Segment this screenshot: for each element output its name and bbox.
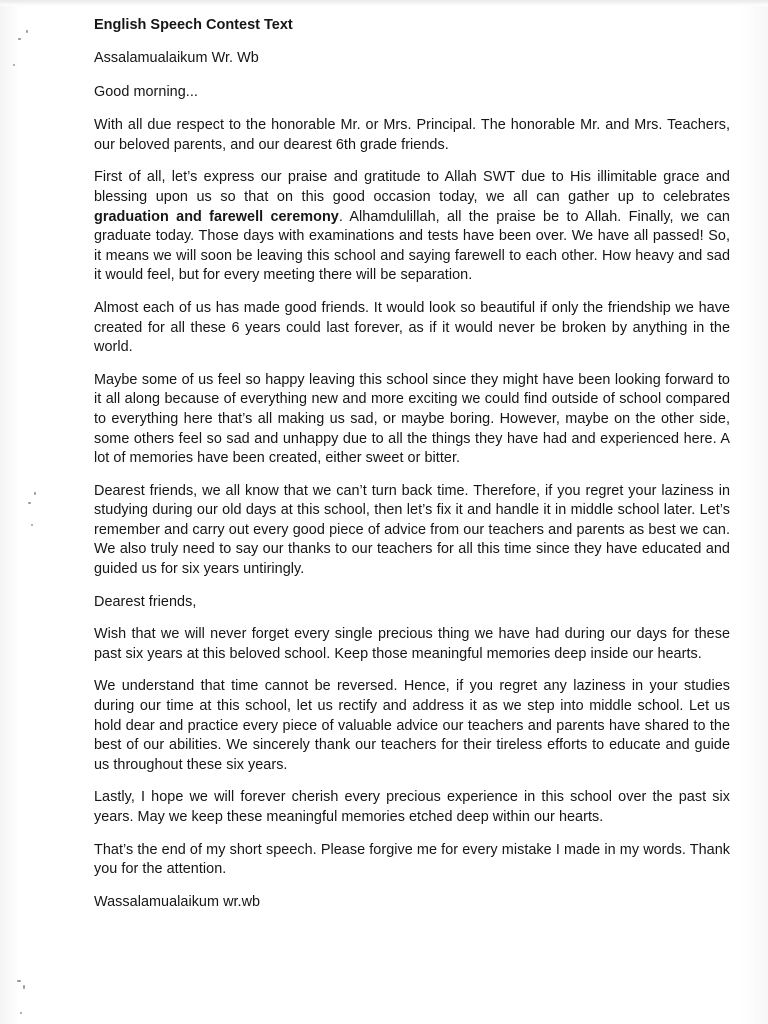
paragraph-lastly: Lastly, I hope we will forever cherish every precious experience in this school over the past six years. May we keep these meaningful memories etched deep within our hearts.: [94, 789, 730, 825]
praise-text-end: . Alhamdulillah, all the praise be to Allah. Finally, we can graduate today. Those days with examinations and tests have been over. We have all passed! So, it means we will soon be leaving this school and saying farewell to each other. How heavy and sad it would feel, but for every meeting there will be separation.: [94, 208, 730, 284]
scan-speck: [26, 30, 28, 33]
scan-top-edge: [0, 0, 768, 6]
greeting: Assalamualaikum Wr. Wb: [94, 50, 259, 66]
scan-speck: [13, 64, 15, 66]
paragraph-friends: Almost each of us has made good friends. It would look so beautiful if only the friendship we have created for all these 6 years could last forever, as if it would never be broken by anything in the world.: [94, 299, 730, 356]
praise-bold-phrase: graduation and farewell ceremony: [94, 208, 339, 225]
paragraph-wish: Wish that we will never forget every single precious thing we have had during our days for these past six years at this beloved school. Keep those meaningful memories deep inside our hearts.: [94, 626, 730, 662]
document-title: English Speech Contest Text: [94, 17, 293, 33]
scan-speck: [31, 524, 33, 526]
speech-text: [94, 16, 730, 925]
scan-speck: [28, 502, 31, 504]
paragraph-happy: Maybe some of us feel so happy leaving this school since they might have been looking forward to it all along because of everything new and more exciting we could find outside of school compared to everything here that’s all making us sad, or maybe boring. However, maybe on the other side, some others feel so sad and unhappy due to all the things they have had and experienced here. A lot of memories have been created, either sweet or bitter.: [94, 371, 730, 467]
scan-speck: [23, 985, 25, 989]
paragraph-respect: With all due respect to the honorable Mr. or Mrs. Principal. The honorable Mr. and Mrs. Teachers, our beloved parents, and our dearest 6th grade friends.: [94, 117, 730, 153]
scan-speck: [34, 492, 36, 495]
paragraph-end: That’s the end of my short speech. Please forgive me for every mistake I made in my words. Thank you for the attention.: [94, 841, 730, 878]
dearest-friends: Dearest friends,: [94, 593, 197, 610]
scan-speck: [20, 1012, 22, 1014]
scan-speck: [18, 38, 21, 40]
paragraph-praise: [94, 168, 730, 286]
paragraph-time: Dearest friends, we all know that we can’t turn back time. Therefore, if you regret your laziness in studying during our old days at this school, then let’s fix it and handle it in middle school later. Let’s remember and carry out every good piece of advice from our teachers and parents as best we can. We also truly need to say our thanks to our teachers for all this time since they have educated and guided us for six years untiringly.: [94, 482, 730, 578]
closing: Wassalamualaikum wr.wb: [94, 893, 261, 910]
paragraph-reversed: We understand that time cannot be reversed. Hence, if you regret any laziness in your studies during our time at this school, let us rectify and address it as we step into middle school. Let us hold dear and practice every piece of valuable advice our teachers and parents have shared to the best of our abilities. We sincerely thank our teachers for their tireless efforts to educate and guide us throughout these six years.: [94, 678, 730, 773]
good-morning: Good morning...: [94, 83, 198, 100]
scan-speck: [17, 980, 21, 982]
praise-text-start: First of all, let’s express our praise and gratitude to Allah SWT due to His illimitable grace and blessing upon us so that on this good occasion today, we all can gather up to celebrates: [94, 169, 730, 205]
